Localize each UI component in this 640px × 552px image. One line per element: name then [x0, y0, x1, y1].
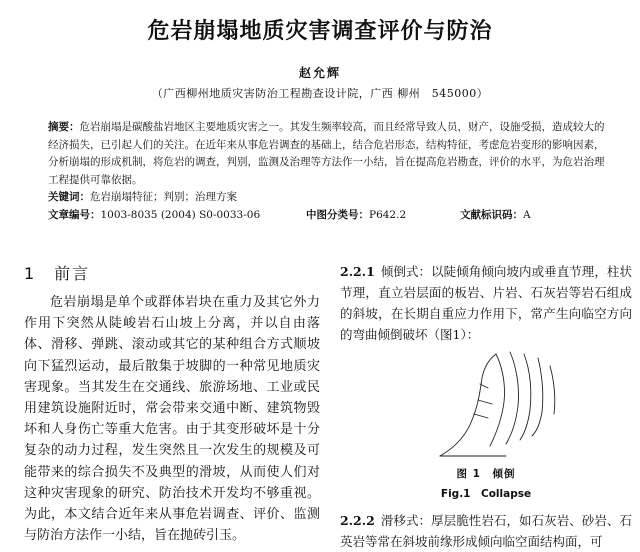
subsection-text: 倾倒式：以陡倾角倾向坡内或垂直节理，柱状节理，直立岩层面的板岩、片岩、石灰岩等岩石组成的斜坡，在长期自重应力作用下，常产生向临空方向的弯曲倾倒破坏（图1）：	[340, 264, 632, 342]
document-code	[460, 207, 531, 223]
subsection-number: 2.2.1	[340, 264, 375, 279]
article-number-label: 文章编号：	[48, 209, 101, 221]
document-code-value: A	[523, 209, 531, 221]
right-column	[340, 261, 632, 345]
clc-value: P642.2	[369, 209, 407, 221]
right-column-lower	[340, 510, 632, 552]
crack-line	[474, 384, 492, 418]
clc-label: 中图分类号：	[306, 209, 369, 221]
subsection-text: 滑移式：厚层脆性岩石，如石灰岩、砂岩、石英岩等常在斜坡前缘形成倾向临空面结构面，可	[340, 513, 632, 549]
keywords	[48, 189, 614, 205]
rock-column-4	[532, 358, 543, 436]
document-code-label: 文献标识码：	[460, 209, 523, 221]
rock-column-5	[550, 366, 555, 414]
abstract-label: 摘要：	[48, 121, 80, 133]
keywords-text: 危岩崩塌特征；判别；治理方案	[90, 191, 237, 203]
left-column	[24, 261, 320, 546]
paper-title: 危岩崩塌地质灾害调查评价与防治	[147, 19, 493, 44]
section-heading: 1 前言	[24, 264, 91, 283]
figure-caption-chinese: 图 1 倾倒	[456, 468, 516, 480]
slope-outline	[440, 354, 496, 456]
figure-caption-english: Fig.1 Collapse	[440, 488, 532, 500]
subsection-sliding	[340, 510, 632, 552]
keywords-label: 关键词：	[48, 191, 90, 203]
rock-column-3	[520, 354, 531, 440]
clc-number	[306, 207, 407, 223]
abstract	[48, 119, 614, 189]
intro-paragraph: 危岩崩塌是单个或群体岩块在重力及其它外力作用下突然从陡峻岩石山坡上分离，并以自由落体、滑移、弹跳、滚动或其它的某种组合方式顺坡向下猛烈运动，最后散集于坡脚的一种常见地质灾害现象。当其发生在交通线、旅游场地、工业或民用建筑设施附近时，常会带来交通中断、建筑物毁坏和人身伤亡等重大危害。由于其变形破坏是十分复杂的动力过程，发生突然且一次发生的规模及可能带来的综合损失不及典型的滑坡，从而使人们对这种灾害现象的研究、防治技术开发均不够重视。为此，本文结合近年来从事危岩调查、评价、监测与防治方法作一小结，旨在抛砖引玉。	[24, 295, 320, 544]
rock-column-1	[490, 354, 505, 446]
collapse-figure	[436, 348, 576, 458]
subsection-number: 2.2.2	[340, 513, 375, 528]
rock-column-2	[506, 352, 519, 444]
article-number	[48, 207, 261, 223]
author-name: 赵允辉	[298, 66, 341, 80]
author-affiliation: （广西柳州地质灾害防治工程勘查设计院，广西 柳州 545000）	[151, 87, 489, 100]
abstract-text: 危岩崩塌是碳酸盐岩地区主要地质灾害之一。其发生频率较高，而且经常导致人员，财产，设施受损，造成较大的经济损失，已引起人们的关注。在近年来从事危岩调查的基础上，结合危岩形态，结构特征，考虑危岩变形的影响因素，分析崩塌的形成机制，将危岩的调查，判别，监测及治理等方法作一小结，旨在提高危岩勘查，评价的水平，为危岩治理工程提供可靠依据。	[48, 121, 605, 186]
article-meta	[48, 207, 614, 223]
article-number-value: 1003-8035 (2004) S0-0033-06	[100, 209, 261, 221]
subsection-toppling	[340, 261, 632, 345]
